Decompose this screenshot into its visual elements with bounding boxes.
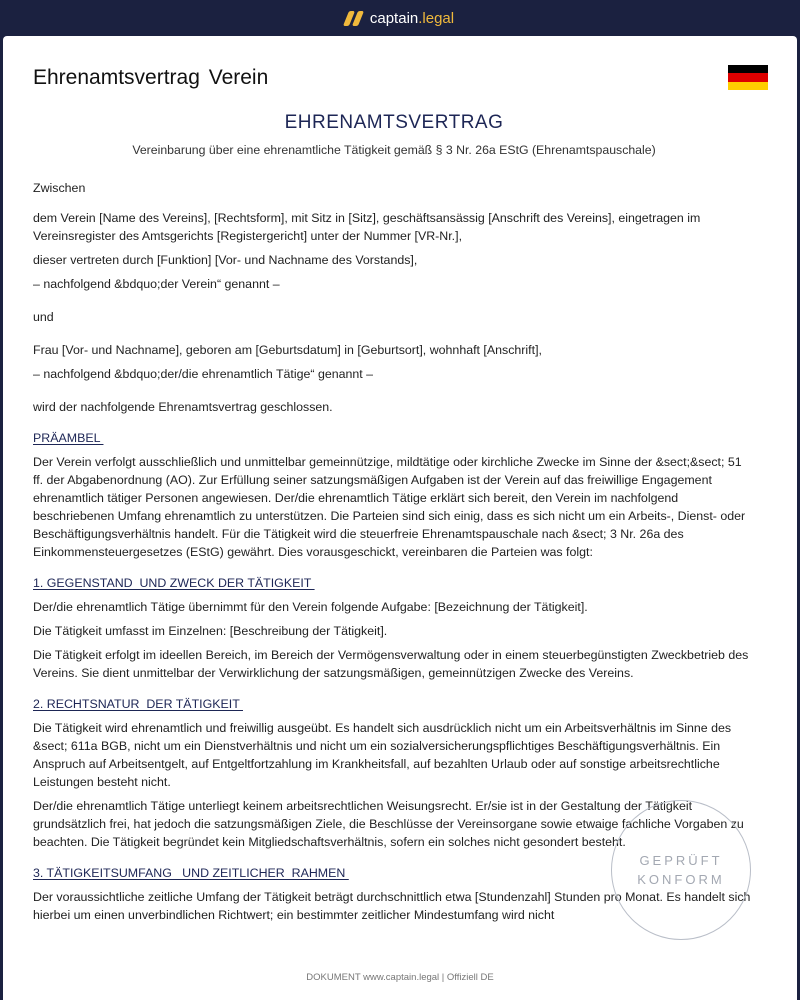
document-heading: Ehrenamtsvertrag Verein [33,66,269,89]
preamble-heading: PRÄAMBEL [33,431,104,445]
flag-stripe-gold [728,82,768,90]
flag-stripe-black [728,65,768,73]
section-2-heading: 2. RECHTSNATUR DER TÄTIGKEIT [33,697,243,711]
document-body [33,112,755,924]
contract-title: EHRENAMTSVERTRAG [284,112,504,133]
page-footer: DOKUMENT www.captain.legal | Offiziell DE [306,972,494,983]
german-flag-icon [728,65,768,90]
association-party: dem Verein [Name des Vereins], [Rechtsform], mit Sitz in [Sitz], geschäftsansässig [Anschrift des Vereins], eingetragen im Vereinsregister des Amtsgerichts [Registergericht] unter der Nummer [VR-Nr.], [33,211,701,243]
top-bar [0,0,800,36]
section-1-paragraph: Der/die ehrenamtlich Tätige übernimmt für den Verein folgende Aufgabe: [Bezeichnung der Tätigkeit]. [33,600,588,614]
association-reference: – nachfolgend &bdquo;der Verein“ genannt – [33,277,280,291]
preamble-text: Der Verein verfolgt ausschließlich und unmittelbar gemeinnützige, mildtätige oder kirchliche Zwecke im Sinne der &sect;&sect; 51 ff. der Abgabenordnung (AO). Zur Erfüllung seiner satzungsmäßigen Aufgaben ist der Verein auf das freiwillige Engagement ehrenamtlich tätiger Personen angewiesen. Der/die ehrenamtlich Tätige erklärt sich bereit, den Verein im nachfolgend beschriebenen Umfang ehrenamtlich zu unterstützen. Die Parteien sind sich einig, dass es sich nicht um ein Arbeits-, Dienst- oder Beschäftigungsverhältnis handelt. Für die Tätigkeit wird die steuerfreie Ehrenamtspauschale nach &sect; 3 Nr. 26a des Einkommensteuergesetzes (EStG) gewährt. Dies vorausgeschickt, vereinbaren die Parteien was folgt: [33,455,746,559]
section-1-paragraph: Die Tätigkeit erfolgt im ideellen Bereich, im Bereich der Vermögensverwaltung oder in einem steuerbegünstigten Zweckbetrieb des Vereins. Sie dient unmittelbar der Verwirklichung der satzungsmäßigen, gemeinnützigen Zwecke des Vereins. [33,648,749,680]
and-text: und [33,310,54,324]
section-2-paragraph: Die Tätigkeit wird ehrenamtlich und freiwillig ausgeübt. Es handelt sich ausdrücklich nicht um ein Arbeitsverhältnis im Sinne des &sect; 611a BGB, nicht um ein Dienstverhältnis und nicht um ein sozialversicherungspflichtiges Beschäftigungsverhältnis. Ein Anspruch auf Arbeitsentgelt, auf Entgeltfortzahlung im Krankheitsfall, auf bezahlten Urlaub oder auf sonstige arbeitsrechtliche Leistungen besteht nicht. [33,721,732,789]
stamp-line-1: GEPRÜFT [639,853,723,868]
concluded-text: wird der nachfolgende Ehrenamtsvertrag geschlossen. [33,400,333,414]
logo-icon [346,11,361,26]
section-3-heading: 3. TÄTIGKEITSUMFANG UND ZEITLICHER RAHMEN [33,866,349,880]
approval-stamp [611,800,751,940]
between-text: Zwischen [33,181,86,195]
brand-name: captain [369,9,419,27]
section-3-paragraph: Der voraussichtliche zeitliche Umfang der Tätigkeit beträgt durchschnittlich etwa [Stundenzahl] Stunden pro Monat. Es handelt sich hierbei um einen unverbindlichen Richtwert; ein bestimmter zeitlicher Mindestumfang wird nicht [33,890,751,922]
association-representative: dieser vertreten durch [Funktion] [Vor- und Nachname des Vorstands], [33,253,418,267]
volunteer-reference: – nachfolgend &bdquo;der/die ehrenamtlich Tätige“ genannt – [33,367,374,381]
flag-stripe-red [728,73,768,81]
section-1-heading: 1. GEGENSTAND UND ZWECK DER TÄTIGKEIT [33,576,315,590]
volunteer-party: Frau [Vor- und Nachname], geboren am [Geburtsdatum] in [Geburtsort], wohnhaft [Anschrift], [33,343,542,357]
contract-subtitle: Vereinbarung über eine ehrenamtliche Tätigkeit gemäß § 3 Nr. 26a EStG (Ehrenamtspauschale) [132,143,656,157]
section-2-paragraph: Der/die ehrenamtlich Tätige unterliegt keinem arbeitsrechtlichen Weisungsrecht. Er/sie ist in der Gestaltung der Tätigkeit grundsätzlich frei, hat jedoch die satzungsmäßigen Ziele, die Beschlüsse der Vereinsorgane sowie etwaige fachliche Vorgaben zu beachten. Die Tätigkeit begründet kein Mitgliedschaftsverhältnis, sofern ein solches nicht gesondert besteht. [33,799,744,849]
stamp-line-2: KONFORM [637,872,725,887]
brand-tld: .legal [418,9,455,27]
document-page [3,36,797,1000]
section-1-paragraph: Die Tätigkeit umfasst im Einzelnen: [Beschreibung der Tätigkeit]. [33,624,388,638]
